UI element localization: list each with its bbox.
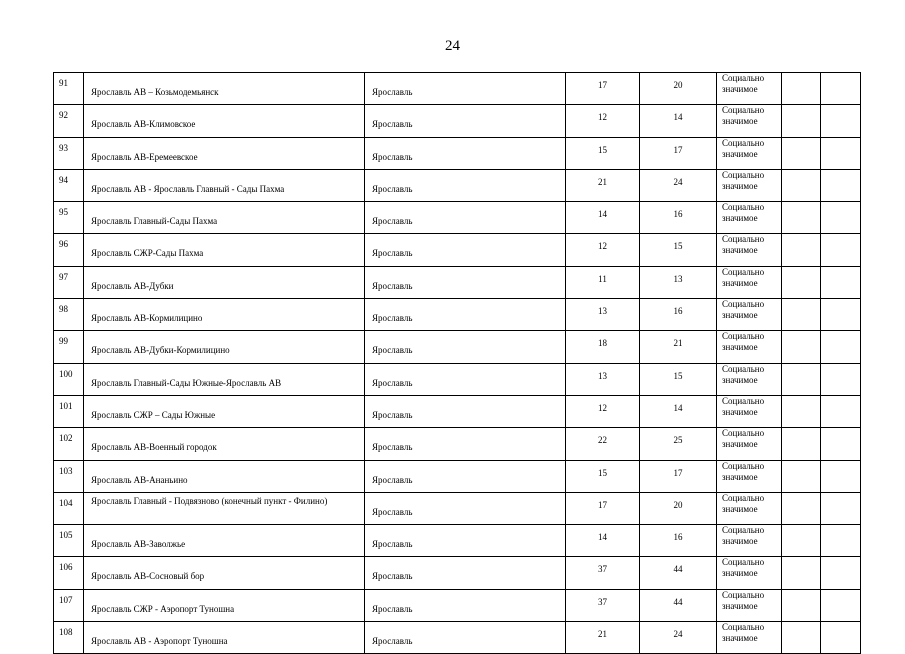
route-name: Ярославль АВ - Аэропорт Туношна: [91, 636, 228, 647]
value2: 15: [673, 370, 683, 381]
city-cell: [365, 363, 566, 395]
route-cell: [84, 589, 365, 621]
status-text: Социально значимое: [722, 363, 765, 385]
value1-cell: [566, 363, 640, 395]
city-name: Ярославль: [372, 345, 413, 356]
value1: 17: [598, 80, 607, 90]
row-number-cell: [54, 622, 84, 654]
empty-cell: [782, 492, 821, 524]
status-cell: [717, 363, 782, 395]
value1-cell: [566, 331, 640, 363]
empty-cell: [821, 557, 861, 589]
value2: 24: [673, 176, 683, 187]
empty-cell: [782, 395, 821, 427]
row-number-cell: [54, 299, 84, 331]
table-row: [54, 299, 861, 331]
value1-cell: [566, 266, 640, 298]
value2: 14: [673, 402, 683, 413]
value1: 13: [598, 370, 607, 381]
status-text: Социально значимое: [722, 202, 765, 224]
empty-cell: [782, 460, 821, 492]
value1-cell: [566, 460, 640, 492]
value1-cell: [566, 525, 640, 557]
value1-cell: [566, 73, 640, 105]
route-cell: [84, 299, 365, 331]
row-number-cell: [54, 460, 84, 492]
city-cell: [365, 428, 566, 460]
value2: 16: [673, 306, 683, 317]
row-number-cell: [54, 363, 84, 395]
route-cell: [84, 492, 365, 524]
row-number: 98: [59, 304, 68, 315]
value1-cell: [566, 234, 640, 266]
value2-cell: [640, 589, 717, 621]
status-text: Социально значимое: [722, 169, 765, 191]
row-number-cell: [54, 525, 84, 557]
value2: 25: [673, 435, 683, 446]
empty-cell: [821, 299, 861, 331]
row-number-cell: [54, 492, 84, 524]
city-name: Ярославль: [372, 119, 413, 130]
empty-cell: [821, 622, 861, 654]
status-cell: [717, 169, 782, 201]
empty-cell: [821, 363, 861, 395]
row-number-cell: [54, 202, 84, 234]
route-name: Ярославль АВ – Козьмодемьянск: [91, 87, 219, 97]
route-name: Ярославль АВ-Дубки: [91, 280, 174, 291]
status-cell: [717, 622, 782, 654]
status-cell: [717, 105, 782, 137]
table-row: [54, 105, 861, 137]
city-cell: [365, 266, 566, 298]
city-cell: [365, 622, 566, 654]
empty-cell: [821, 460, 861, 492]
row-number-cell: [54, 395, 84, 427]
row-number: 91: [59, 78, 68, 88]
row-number-cell: [54, 589, 84, 621]
city-name: Ярославль: [372, 474, 413, 485]
city-cell: [365, 202, 566, 234]
value1: 21: [598, 176, 607, 187]
empty-cell: [782, 137, 821, 169]
status-text: Социально значимое: [722, 234, 765, 256]
route-name: Ярославль АВ-Военный городок: [91, 442, 217, 453]
row-number-cell: [54, 137, 84, 169]
value2-cell: [640, 525, 717, 557]
status-text: Социально значимое: [722, 428, 765, 450]
value1: 18: [598, 338, 607, 349]
value1-cell: [566, 137, 640, 169]
value2: 17: [673, 467, 683, 478]
table-row: [54, 73, 861, 105]
route-name: Ярославль АВ-Заволжье: [91, 539, 186, 550]
status-text: Социально значимое: [722, 492, 765, 514]
value2: 16: [673, 209, 683, 220]
city-name: Ярославль: [372, 151, 413, 162]
table-row: [54, 363, 861, 395]
value2-cell: [640, 105, 717, 137]
route-cell: [84, 169, 365, 201]
value1: 21: [598, 629, 607, 640]
table-row: [54, 460, 861, 492]
route-name: Ярославль Главный - Подвязново (конечный пункт - Филино): [91, 495, 328, 506]
route-name: Ярославль СЖР – Сады Южные: [91, 409, 216, 420]
value2-cell: [640, 202, 717, 234]
page-number: 24: [445, 38, 460, 54]
row-number-cell: [54, 331, 84, 363]
status-cell: [717, 492, 782, 524]
value1-cell: [566, 622, 640, 654]
city-name: Ярославль: [372, 409, 413, 420]
empty-cell: [782, 557, 821, 589]
route-name: Ярославль АВ-Ананьино: [91, 474, 188, 485]
empty-cell: [821, 137, 861, 169]
empty-cell: [782, 622, 821, 654]
city-cell: [365, 299, 566, 331]
value1-cell: [566, 428, 640, 460]
value2-cell: [640, 137, 717, 169]
table-row: [54, 428, 861, 460]
city-name: Ярославль: [372, 539, 413, 550]
city-cell: [365, 73, 566, 105]
value1-cell: [566, 589, 640, 621]
empty-cell: [821, 73, 861, 105]
value1: 37: [598, 596, 607, 607]
route-name: Ярославль Главный-Сады Южные-Ярославль АВ: [91, 377, 282, 388]
status-cell: [717, 73, 782, 105]
table-row: [54, 169, 861, 201]
value2-cell: [640, 395, 717, 427]
value1-cell: [566, 492, 640, 524]
value2-cell: [640, 363, 717, 395]
route-name: Ярославль СЖР-Сады Пахма: [91, 248, 204, 259]
empty-cell: [782, 331, 821, 363]
row-number: 95: [59, 207, 68, 218]
status-cell: [717, 202, 782, 234]
city-name: Ярославль: [372, 377, 413, 388]
status-cell: [717, 460, 782, 492]
row-number: 101: [59, 400, 73, 411]
route-name: Ярославль АВ-Кормилицино: [91, 313, 203, 324]
value2-cell: [640, 460, 717, 492]
value1-cell: [566, 202, 640, 234]
empty-cell: [782, 105, 821, 137]
value1: 14: [598, 532, 607, 543]
city-name: Ярославль: [372, 280, 413, 291]
route-cell: [84, 428, 365, 460]
row-number: 104: [59, 497, 73, 508]
route-name: Ярославль АВ-Дубки-Кормилицино: [91, 345, 230, 356]
city-cell: [365, 395, 566, 427]
status-cell: [717, 428, 782, 460]
value2: 44: [673, 596, 683, 607]
empty-cell: [821, 589, 861, 621]
city-cell: [365, 234, 566, 266]
city-cell: [365, 137, 566, 169]
value2: 16: [673, 532, 683, 543]
empty-cell: [782, 363, 821, 395]
empty-cell: [821, 428, 861, 460]
value1-cell: [566, 395, 640, 427]
row-number: 102: [59, 433, 73, 444]
value2-cell: [640, 428, 717, 460]
city-name: Ярославль: [372, 183, 413, 194]
status-text: Социально значимое: [722, 460, 765, 482]
empty-cell: [821, 395, 861, 427]
empty-cell: [821, 525, 861, 557]
city-name: Ярославль: [372, 87, 413, 97]
status-text: Социально значимое: [722, 557, 765, 579]
route-cell: [84, 137, 365, 169]
value1: 15: [598, 467, 607, 478]
value2: 15: [673, 241, 683, 252]
value1-cell: [566, 299, 640, 331]
route-cell: [84, 266, 365, 298]
table-row: [54, 492, 861, 524]
row-number-cell: [54, 73, 84, 105]
city-name: Ярославль: [372, 603, 413, 614]
value1: 11: [598, 273, 607, 284]
value2-cell: [640, 622, 717, 654]
table-row: [54, 202, 861, 234]
route-name: Ярославль АВ-Климовское: [91, 119, 196, 130]
row-number: 92: [59, 110, 68, 121]
status-cell: [717, 299, 782, 331]
value2-cell: [640, 234, 717, 266]
route-cell: [84, 525, 365, 557]
status-cell: [717, 525, 782, 557]
value1: 13: [598, 306, 607, 317]
route-name: Ярославль АВ-Еремеевское: [91, 151, 198, 162]
empty-cell: [782, 266, 821, 298]
status-cell: [717, 234, 782, 266]
route-cell: [84, 73, 365, 105]
status-text: Социально значимое: [722, 105, 765, 127]
status-cell: [717, 557, 782, 589]
route-cell: [84, 105, 365, 137]
empty-cell: [782, 202, 821, 234]
row-number: 99: [59, 336, 68, 347]
empty-cell: [782, 234, 821, 266]
status-text: Социально значимое: [722, 395, 765, 417]
empty-cell: [821, 202, 861, 234]
status-text: Социально значимое: [722, 299, 765, 321]
value1-cell: [566, 105, 640, 137]
value2: 24: [673, 629, 683, 640]
status-cell: [717, 331, 782, 363]
empty-cell: [821, 234, 861, 266]
value1: 12: [598, 241, 607, 252]
value1: 37: [598, 564, 607, 575]
row-number-cell: [54, 105, 84, 137]
empty-cell: [821, 266, 861, 298]
city-cell: [365, 589, 566, 621]
city-cell: [365, 105, 566, 137]
city-cell: [365, 331, 566, 363]
empty-cell: [782, 525, 821, 557]
empty-cell: [782, 428, 821, 460]
row-number: 108: [59, 627, 73, 638]
city-cell: [365, 169, 566, 201]
route-cell: [84, 460, 365, 492]
row-number: 100: [59, 368, 73, 379]
value1-cell: [566, 557, 640, 589]
status-text: Социально значимое: [722, 137, 765, 159]
city-name: Ярославль: [372, 506, 413, 517]
value1: 15: [598, 144, 607, 155]
value2: 13: [673, 273, 683, 284]
value2: 44: [673, 564, 683, 575]
status-cell: [717, 395, 782, 427]
row-number-cell: [54, 557, 84, 589]
row-number-cell: [54, 428, 84, 460]
routes-table-body: [54, 73, 861, 654]
value1: 22: [598, 435, 607, 446]
empty-cell: [821, 331, 861, 363]
route-cell: [84, 234, 365, 266]
value2: 20: [673, 80, 683, 90]
value2: 17: [673, 144, 683, 155]
row-number: 103: [59, 465, 73, 476]
status-text: Социально значимое: [722, 589, 765, 611]
route-cell: [84, 622, 365, 654]
city-name: Ярославль: [372, 571, 413, 582]
row-number-cell: [54, 169, 84, 201]
value2-cell: [640, 299, 717, 331]
value2-cell: [640, 557, 717, 589]
status-text: Социально значимое: [722, 331, 765, 353]
route-cell: [84, 363, 365, 395]
row-number-cell: [54, 234, 84, 266]
city-name: Ярославль: [372, 248, 413, 259]
row-number: 96: [59, 239, 68, 250]
status-text: Социально значимое: [722, 73, 765, 94]
value2-cell: [640, 169, 717, 201]
route-cell: [84, 331, 365, 363]
value1: 12: [598, 112, 607, 123]
empty-cell: [782, 169, 821, 201]
city-name: Ярославль: [372, 313, 413, 324]
city-cell: [365, 557, 566, 589]
table-row: [54, 557, 861, 589]
city-name: Ярославль: [372, 442, 413, 453]
row-number: 107: [59, 594, 73, 605]
row-number: 97: [59, 271, 68, 282]
value2: 20: [673, 499, 683, 510]
empty-cell: [821, 169, 861, 201]
table-row: [54, 234, 861, 266]
status-cell: [717, 137, 782, 169]
city-cell: [365, 460, 566, 492]
route-name: Ярославль Главный-Сады Пахма: [91, 216, 218, 227]
empty-cell: [821, 105, 861, 137]
route-name: Ярославль СЖР - Аэропорт Туношна: [91, 603, 235, 614]
empty-cell: [782, 589, 821, 621]
empty-cell: [821, 492, 861, 524]
route-cell: [84, 395, 365, 427]
table-row: [54, 331, 861, 363]
value2: 21: [673, 338, 683, 349]
value2-cell: [640, 492, 717, 524]
status-text: Социально значимое: [722, 266, 765, 288]
row-number: 94: [59, 174, 68, 185]
empty-cell: [782, 73, 821, 105]
row-number-cell: [54, 266, 84, 298]
table-row: [54, 395, 861, 427]
city-cell: [365, 492, 566, 524]
city-name: Ярославль: [372, 216, 413, 227]
value2: 14: [673, 112, 683, 123]
value1: 17: [598, 499, 607, 510]
table-row: [54, 266, 861, 298]
status-text: Социально значимое: [722, 622, 765, 644]
row-number: 93: [59, 142, 68, 153]
route-cell: [84, 202, 365, 234]
route-cell: [84, 557, 365, 589]
value2-cell: [640, 331, 717, 363]
value2-cell: [640, 266, 717, 298]
status-text: Социально значимое: [722, 525, 765, 547]
table-row: [54, 525, 861, 557]
city-cell: [365, 525, 566, 557]
route-name: Ярославль АВ - Ярославль Главный - Сады Пахма: [91, 183, 285, 194]
city-name: Ярославль: [372, 636, 413, 647]
routes-table: [53, 72, 861, 654]
value2-cell: [640, 73, 717, 105]
route-name: Ярославль АВ-Сосновый бор: [91, 571, 205, 582]
table-row: [54, 589, 861, 621]
value1: 12: [598, 402, 607, 413]
row-number: 106: [59, 562, 73, 573]
status-cell: [717, 266, 782, 298]
value1: 14: [598, 209, 607, 220]
value1-cell: [566, 169, 640, 201]
table-row: [54, 622, 861, 654]
table-row: [54, 137, 861, 169]
status-cell: [717, 589, 782, 621]
row-number: 105: [59, 530, 73, 541]
empty-cell: [782, 299, 821, 331]
